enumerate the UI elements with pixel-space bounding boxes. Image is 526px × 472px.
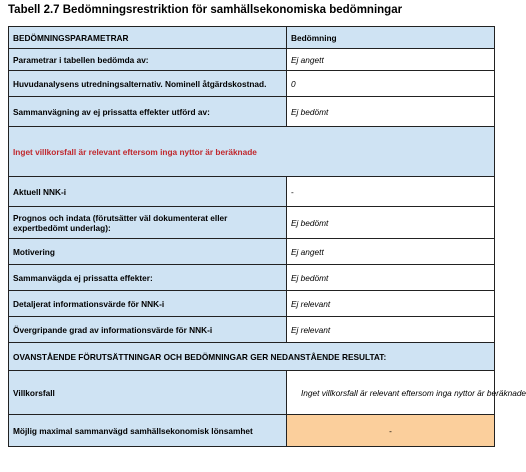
row-value: Ej relevant — [287, 291, 495, 317]
table-caption: Tabell 2.7 Bedömningsrestriktion för samhällsekonomiska bedömningar — [8, 4, 403, 16]
table-row — [9, 265, 495, 291]
row-label: Aktuell NNK-i — [9, 177, 287, 207]
header-param: BEDÖMNINGSPARAMETRAR — [9, 27, 287, 49]
table-row-note — [9, 127, 495, 177]
result-value: - — [287, 415, 495, 447]
table-row — [9, 291, 495, 317]
table-row — [9, 49, 495, 71]
row-value: Ej bedömt — [287, 207, 495, 239]
row-value: Ej angett — [287, 239, 495, 265]
table-header-row — [9, 27, 495, 49]
table-row — [9, 317, 495, 343]
row-label: Motivering — [9, 239, 287, 265]
table-row — [9, 97, 495, 127]
row-value: Ej relevant — [287, 317, 495, 343]
section-heading: OVANSTÅENDE FÖRUTSÄTTNINGAR OCH BEDÖMNINGAR GER NEDANSTÅENDE RESULTAT: — [9, 343, 495, 371]
table-row-result — [9, 415, 495, 447]
row-label: Villkorsfall — [9, 371, 287, 415]
row-label: Möjlig maximal sammanvägd samhällsekonomisk lönsamhet — [9, 415, 287, 447]
row-value: 0 — [287, 71, 495, 97]
row-value: Ej bedömt — [287, 265, 495, 291]
table-row — [9, 239, 495, 265]
table-row — [9, 177, 495, 207]
note-text: Inget villkorsfall är relevant eftersom inga nyttor är beräknade — [9, 127, 495, 177]
row-value: Inget villkorsfall är relevant eftersom inga nyttor är beräknade — [287, 371, 495, 415]
row-label: Detaljerat informationsvärde för NNK-i — [9, 291, 287, 317]
row-label: Sammanvägda ej prissatta effekter: — [9, 265, 287, 291]
row-value: Ej angett — [287, 49, 495, 71]
row-value: Ej bedömt — [287, 97, 495, 127]
assessment-table — [8, 26, 526, 447]
table-row-section — [9, 343, 495, 371]
header-assessment: Bedömning — [287, 27, 495, 49]
table-row — [9, 207, 495, 239]
row-label: Sammanvägning av ej prissatta effekter utförd av: — [9, 97, 287, 127]
row-label: Parametrar i tabellen bedömda av: — [9, 49, 287, 71]
table-row — [9, 71, 495, 97]
row-label: Prognos och indata (förutsätter väl dokumenterat eller expertbedömt underlag): — [9, 207, 287, 239]
table-row — [9, 371, 495, 415]
row-label: Huvudanalysens utredningsalternativ. Nominell åtgärdskostnad. — [9, 71, 287, 97]
row-value: - — [287, 177, 495, 207]
row-label: Övergripande grad av informationsvärde för NNK-i — [9, 317, 287, 343]
